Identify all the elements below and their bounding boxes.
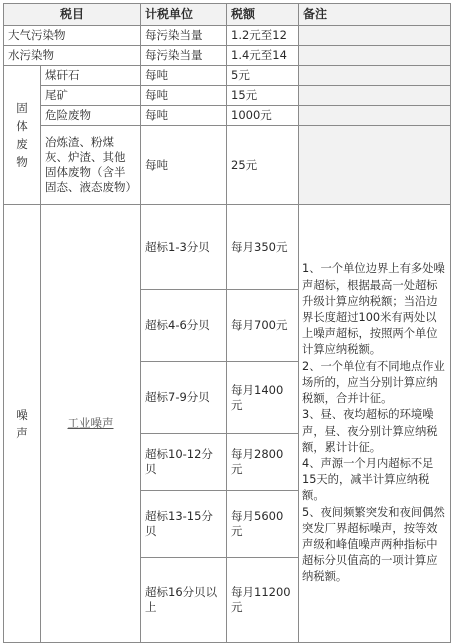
amount-cell: 5元	[227, 66, 299, 86]
note-cell	[299, 26, 451, 46]
unit-cell: 每吨	[141, 66, 227, 86]
unit-cell: 每吨	[141, 86, 227, 106]
note-item: 1、一个单位边界上有多处噪声超标，根据最高一处超标升级计算应纳税额；当沿边界长度超过100米有两处以上噪声超标，按照两个单位计算应纳税额。	[302, 262, 445, 357]
table-row	[4, 126, 451, 205]
item-cell: 危险废物	[41, 106, 141, 126]
unit-cell: 超标10-12分贝	[141, 434, 227, 491]
table-row	[4, 66, 451, 86]
table-row	[4, 205, 451, 290]
amount-cell: 1.4元至14	[227, 46, 299, 66]
note-item: 4、声源一个月内超标不足15天的，减半计算应纳税额。	[302, 456, 434, 503]
unit-cell: 超标13-15分贝	[141, 491, 227, 558]
amount-cell: 15元	[227, 86, 299, 106]
noise-notes	[299, 205, 451, 643]
header-item: 税目	[4, 4, 141, 26]
note-item: 3、昼、夜均超标的环境噪声，昼、夜分别计算应纳税额，累计计征。	[302, 408, 438, 454]
header-note: 备注	[299, 4, 451, 26]
unit-cell: 每吨	[141, 106, 227, 126]
solid-category: 固体废物	[4, 66, 41, 205]
header-amount: 税额	[227, 4, 299, 26]
unit-cell: 超标4-6分贝	[141, 290, 227, 362]
note-cell	[299, 66, 451, 86]
unit-cell: 超标1-3分贝	[141, 205, 227, 290]
item-cell: 冶炼渣、粉煤灰、炉渣、其他固体废物（含半固态、液态废物）	[41, 126, 141, 205]
item-cell: 大气污染物	[4, 26, 141, 46]
note-cell	[299, 46, 451, 66]
item-cell: 水污染物	[4, 46, 141, 66]
amount-cell: 每月350元	[227, 205, 299, 290]
amount-cell: 25元	[227, 126, 299, 205]
unit-cell: 每吨	[141, 126, 227, 205]
amount-cell: 每月1400元	[227, 362, 299, 434]
note-cell	[299, 86, 451, 106]
unit-cell: 超标7-9分贝	[141, 362, 227, 434]
unit-cell: 超标16分贝以上	[141, 558, 227, 643]
tax-table	[3, 3, 451, 643]
unit-cell: 每污染当量	[141, 46, 227, 66]
amount-cell: 1000元	[227, 106, 299, 126]
noise-category: 噪声	[4, 205, 41, 643]
table-row	[4, 86, 451, 106]
unit-cell: 每污染当量	[141, 26, 227, 46]
table-row	[4, 46, 451, 66]
amount-cell: 1.2元至12	[227, 26, 299, 46]
amount-cell: 每月5600元	[227, 491, 299, 558]
note-item: 2、一个单位有不同地点作业场所的，应当分别计算应纳税额，合并计征。	[302, 359, 445, 406]
note-cell	[299, 126, 451, 205]
industrial-noise-link[interactable]: 工业噪声	[41, 205, 141, 643]
amount-cell: 每月2800元	[227, 434, 299, 491]
note-cell	[299, 106, 451, 126]
note-item: 5、夜间频繁突发和夜间偶然突发厂界超标噪声，按等效声级和峰值噪声两种指标中超标分贝值高的一项计算应纳税额。	[302, 505, 445, 584]
item-cell: 尾矿	[41, 86, 141, 106]
header-row	[4, 4, 451, 26]
amount-cell: 每月700元	[227, 290, 299, 362]
amount-cell: 每月11200元	[227, 558, 299, 643]
item-cell: 煤矸石	[41, 66, 141, 86]
table-row	[4, 26, 451, 46]
header-unit: 计税单位	[141, 4, 227, 26]
table-row	[4, 106, 451, 126]
